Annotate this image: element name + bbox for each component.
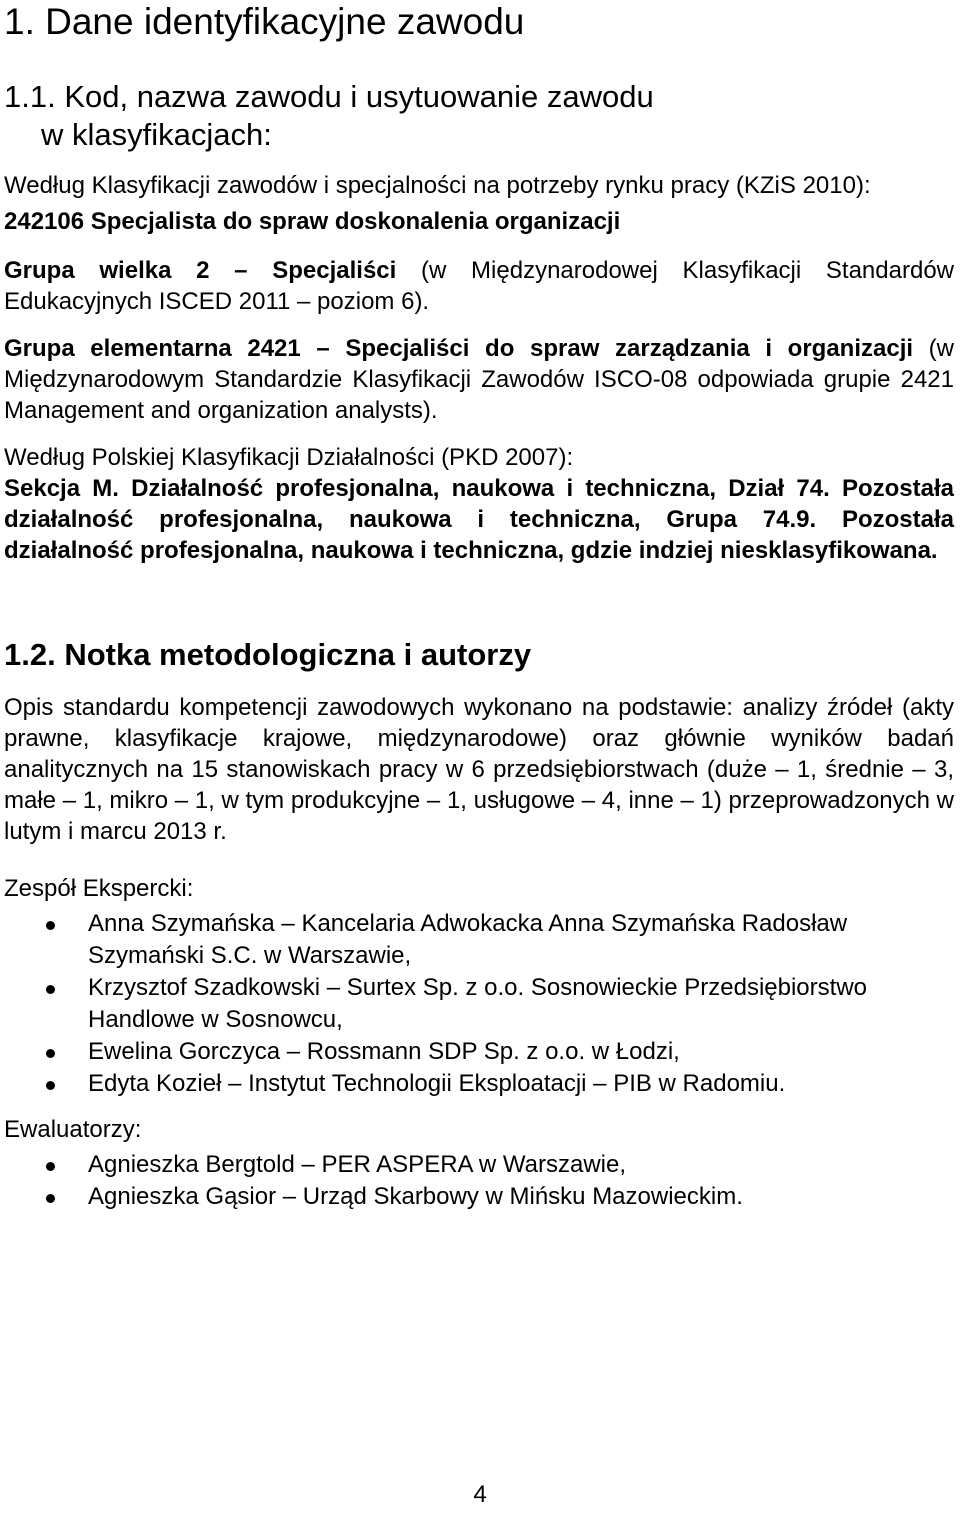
list-item bbox=[4, 908, 954, 972]
evaluators-label: Ewaluatorzy: bbox=[4, 1116, 142, 1143]
methodology-description: Opis standardu kompetencji zawodowych wykonano na podstawie: analizy źródeł (akty prawne, klasyfikacje krajowe, międzynarodowe) oraz głównie wyników badań analitycznych na 15 stanowiskach pracy w 6 przedsiębiorstwach (duże – 1, średnie – 3, małe – 1, mikro – 1, w tym produkcyjne – 1, usługowe – 4, inne – 1) przeprowadzonych w lutym i marcu 2013 r. bbox=[4, 694, 954, 845]
group-unit-paragraph bbox=[4, 333, 954, 426]
bullet-icon bbox=[46, 1162, 55, 1171]
list-item bbox=[4, 1181, 954, 1213]
group-major-rest: (w Międzynarodowej Klasyfikacji Standardów Edukacyjnych ISCED 2011 – poziom 6). bbox=[4, 257, 954, 315]
group-unit-bold: Grupa elementarna 2421 – Specjaliści do spraw zarządzania i organizacji bbox=[4, 335, 914, 362]
expert-entry: Edyta Kozieł – Instytut Technologii Eksploatacji – PIB w Radomiu. bbox=[88, 1070, 786, 1097]
pkd-intro: Według Polskiej Klasyfikacji Działalności (PKD 2007): bbox=[4, 444, 574, 471]
list-item bbox=[4, 1149, 954, 1181]
bullet-icon bbox=[46, 921, 55, 930]
evaluators-list bbox=[4, 1149, 954, 1213]
group-major-bold: Grupa wielka 2 – Specjaliści bbox=[4, 257, 397, 284]
expert-entry: Ewelina Gorczyca – Rossmann SDP Sp. z o.o. w Łodzi, bbox=[88, 1038, 680, 1065]
bullet-icon bbox=[46, 1194, 55, 1203]
list-item bbox=[4, 1068, 954, 1100]
evaluator-entry: Agnieszka Bergtold – PER ASPERA w Warszawie, bbox=[88, 1151, 627, 1178]
bullet-icon bbox=[46, 985, 55, 994]
section-1-2-heading: 1.2. Notka metodologiczna i autorzy bbox=[4, 637, 532, 672]
methodology-block bbox=[4, 692, 954, 1213]
kzis-block bbox=[4, 170, 954, 566]
list-item bbox=[4, 972, 954, 1036]
pkd-classification: Sekcja M. Działalność profesjonalna, naukowa i techniczna, Dział 74. Pozostała działalność profesjonalna, naukowa i techniczna, Grupa 74.9. Pozostała działalność profesjonalna, naukowa i techniczna, gdzie indziej niesklasyfikowana. bbox=[4, 475, 954, 564]
group-major-paragraph bbox=[4, 255, 954, 317]
section-1-1-title-line1: 1.1. Kod, nazwa zawodu i usytuowanie zawodu bbox=[4, 79, 654, 114]
evaluator-entry: Agnieszka Gąsior – Urząd Skarbowy w Mińsku Mazowieckim. bbox=[88, 1183, 743, 1210]
expert-entry: Krzysztof Szadkowski – Surtex Sp. z o.o. Sosnowieckie Przedsiębiorstwo Handlowe w Sosnowcu, bbox=[88, 974, 867, 1033]
section-1-1-heading bbox=[4, 78, 654, 154]
bullet-icon bbox=[46, 1049, 55, 1058]
group-unit-rest: (w Międzynarodowym Standardzie Klasyfikacji Zawodów ISCO-08 odpowiada grupie 2421 Management and organization analysts). bbox=[4, 335, 954, 424]
experts-label: Zespół Ekspercki: bbox=[4, 875, 194, 902]
occupation-code-name: 242106 Specjalista do spraw doskonalenia organizacji bbox=[4, 208, 621, 235]
page-number: 4 bbox=[473, 1481, 487, 1508]
bullet-icon bbox=[46, 1081, 55, 1090]
list-item bbox=[4, 1036, 954, 1068]
chapter-heading: 1. Dane identyfikacyjne zawodu bbox=[4, 1, 525, 42]
experts-list bbox=[4, 908, 954, 1100]
section-1-1-title-line2: w klasyfikacjach: bbox=[41, 117, 272, 152]
expert-entry: Anna Szymańska – Kancelaria Adwokacka Anna Szymańska Radosław Szymański S.C. w Warszawie, bbox=[88, 910, 848, 969]
kzis-intro: Według Klasyfikacji zawodów i specjalności na potrzeby rynku pracy (KZiS 2010): bbox=[4, 172, 871, 199]
